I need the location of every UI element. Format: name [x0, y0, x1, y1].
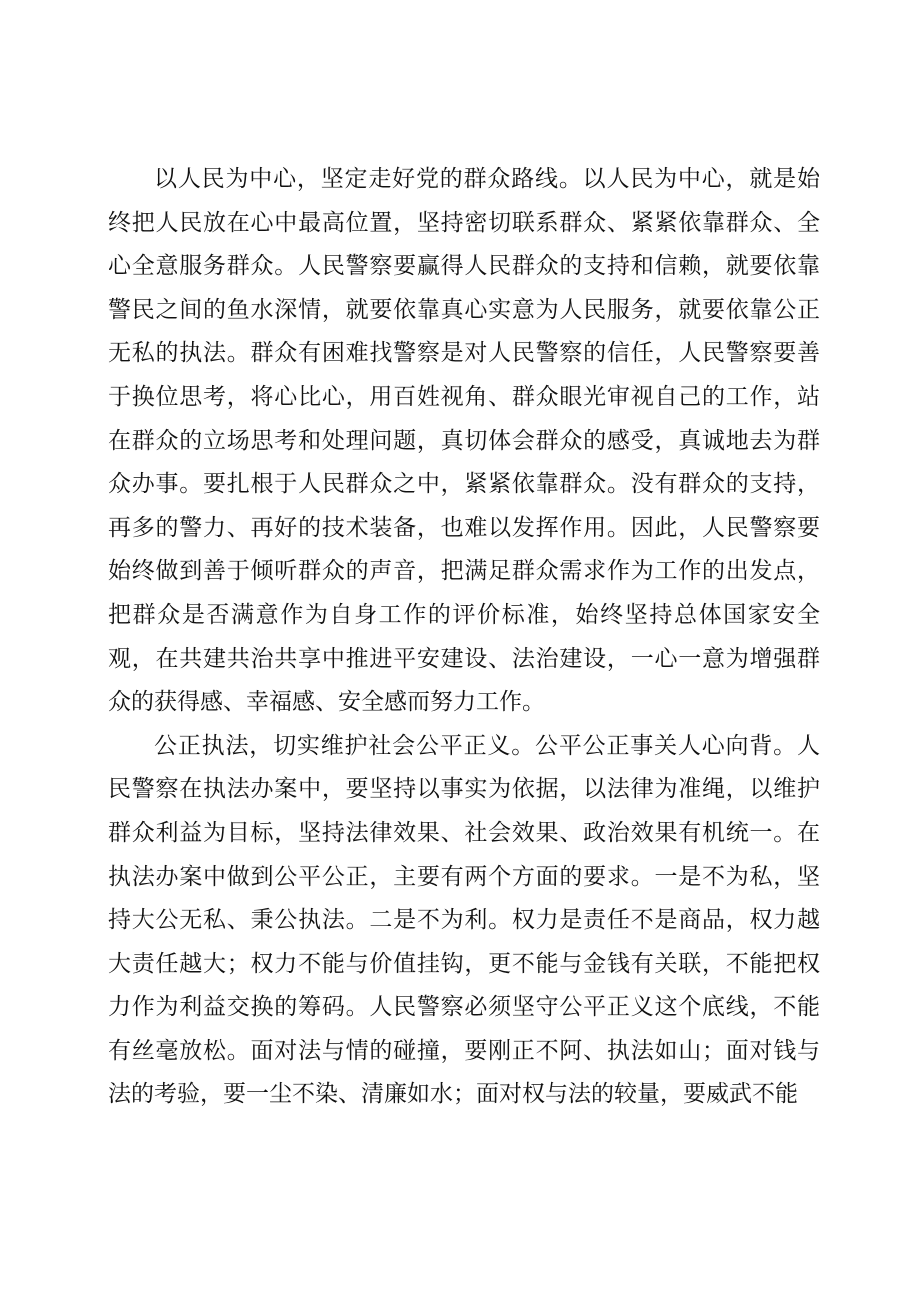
paragraph-people-centered: 以人民为中心，坚定走好党的群众路线。以人民为中心，就是始终把人民放在心中最高位置，坚持密切联系群众、紧紧依靠群众、全心全意服务群众。人民警察要赢得人民群众的支持和信赖，就要依靠警民之间的鱼水深情，就要依靠真心实意为人民服务，就要依靠公正无私的执法。群众有困难找警察是对人民警察的信任，人民警察要善于换位思考，将心比心，用百姓视角、群众眼光审视自己的工作，站在群众的立场思考和处理问题，真切体会群众的感受，真诚地去为群众办事。要扎根于人民群众之中，紧紧依靠群众。没有群众的支持，再多的警力、再好的技术装备，也难以发挥作用。因此，人民警察要始终做到善于倾听群众的声音，把满足群众需求作为工作的出发点，把群众是否满意作为自身工作的评价标准，始终坚持总体国家安全观，在共建共治共享中推进平安建设、法治建设，一心一意为增强群众的获得感、幸福感、安全感而努力工作。 — [108, 166, 820, 716]
body-text — [108, 158, 820, 1117]
paragraph-fair-law-enforcement: 公正执法，切实维护社会公平正义。公平公正事关人心向背。人民警察在执法办案中，要坚持以事实为依据，以法律为准绳，以维护群众利益为目标，坚持法律效果、社会效果、政治效果有机统一。在执法办案中做到公平公正，主要有两个方面的要求。一是不为私，坚持大公无私、秉公执法。二是不为利。权力是责任不是商品，权力越大责任越大；权力不能与价值挂钩，更不能与金钱有关联，不能把权力作为利益交换的筹码。人民警察必须坚守公平正义这个底线，不能有丝毫放松。面对法与情的碰撞，要刚正不阿、执法如山；面对钱与法的考验，要一尘不染、清廉如水；面对权与法的较量，要威武不能 — [108, 732, 820, 1108]
